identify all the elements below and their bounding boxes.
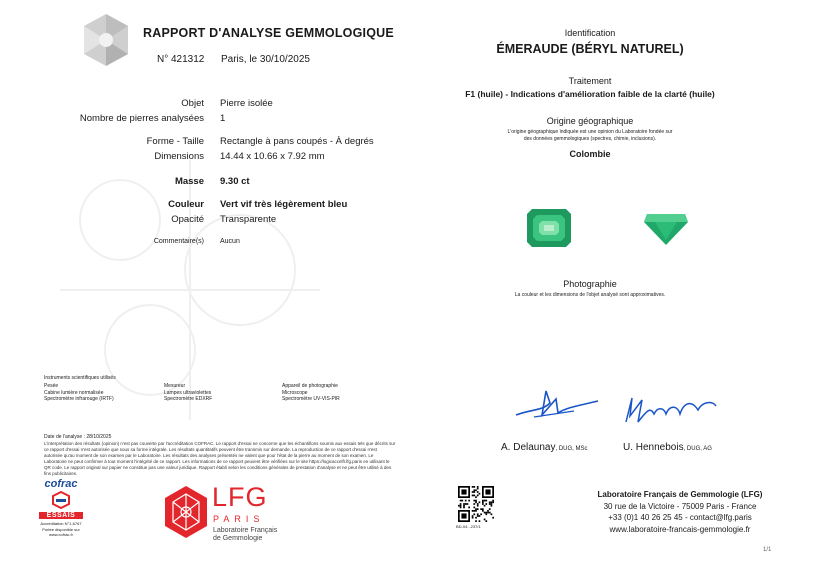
page-number: 1/1 — [763, 547, 772, 553]
qr-module — [475, 517, 477, 519]
field-label: Objet — [181, 98, 204, 109]
qr-module — [482, 508, 484, 510]
field-value: 9.30 ct — [220, 176, 250, 187]
origin-note — [440, 129, 740, 142]
qr-module — [489, 501, 491, 503]
qr-module — [482, 500, 484, 502]
qr-module — [473, 513, 475, 515]
qr-module — [477, 495, 479, 497]
qr-module — [491, 501, 493, 503]
instrument-item: Pesée — [44, 383, 59, 389]
photo-label: Photographie — [563, 279, 617, 289]
cofrac-site: www.cofrac.fr — [48, 532, 73, 538]
qr-module — [477, 503, 479, 505]
origin-label: Origine géographique — [546, 116, 634, 126]
cofrac-name: cofrac — [44, 478, 78, 490]
qr-module — [472, 510, 474, 512]
qr-module — [463, 505, 465, 507]
report-title: RAPPORT D'ANALYSE GEMMOLOGIQUE — [143, 26, 394, 40]
qr-module — [477, 488, 479, 490]
qr-module — [487, 512, 489, 514]
field-label: Forme - Taille — [146, 136, 204, 147]
qr-module — [472, 495, 474, 497]
qr-code[interactable] — [458, 486, 494, 522]
emerald-photo-top — [526, 208, 572, 248]
cofrac-portee: Portée disponible sur — [42, 526, 80, 532]
qr-module — [485, 500, 487, 502]
cofrac-emblem — [36, 490, 86, 512]
signatory-name: U. Hennebois — [623, 442, 684, 453]
field-label: Masse — [174, 176, 204, 187]
treatment-label: Traitement — [568, 76, 612, 86]
field-label: Couleur — [168, 199, 204, 210]
qr-module — [460, 505, 462, 507]
origin-note-line: L'origine géographique indiquée est une opinion du Laboratoire fondée sur — [507, 129, 673, 135]
instrument-item: Mesureur — [164, 383, 186, 389]
lfg-logo-sub2: de Gemmologie — [213, 534, 263, 542]
cofrac-logo — [36, 478, 86, 538]
analysis-date: Date de l'analyse : 28/10/2025 — [44, 434, 112, 440]
qr-module — [472, 517, 474, 519]
signatory-2 — [623, 437, 712, 455]
origin-note-line: des données gemmologiques (spectres, chimie, inclusions). — [523, 135, 657, 142]
qr-module — [491, 503, 493, 505]
lab-website[interactable]: www.laboratoire-francais-gemmologie.fr — [609, 524, 751, 534]
qr-module — [477, 486, 479, 488]
field-label: Opacité — [171, 214, 204, 225]
qr-module — [482, 503, 484, 505]
field-label: Dimensions — [154, 151, 204, 162]
qr-module — [475, 510, 477, 512]
qr-module — [477, 515, 479, 517]
field-value: Vert vif très légèrement bleu — [220, 199, 348, 210]
lab-contact[interactable]: +33 (0)1 40 26 25 45 - contact@lfg.paris — [608, 513, 752, 523]
gem-hexagon-logo — [82, 12, 130, 68]
qr-module — [463, 503, 465, 505]
qr-module — [473, 486, 475, 488]
signatory-title: , DUG, MSc — [555, 446, 588, 452]
lab-name: Laboratoire Français de Gemmologie (LFG) — [597, 490, 763, 499]
qr-module — [492, 517, 494, 519]
qr-module — [468, 500, 470, 502]
qr-module — [465, 503, 467, 505]
lfg-logo-subtitle — [213, 527, 277, 542]
qr-module — [477, 513, 479, 515]
qr-module — [460, 507, 462, 509]
lfg-logo-sub1: Laboratoire Français — [213, 527, 278, 534]
qr-module — [460, 503, 462, 505]
qr-id: BD-04...237/1 — [456, 524, 481, 529]
qr-module — [458, 505, 460, 507]
field-value: Rectangle à pans coupés - À degrés — [220, 136, 374, 147]
qr-module — [473, 503, 475, 505]
qr-module — [479, 493, 481, 495]
instrument-item: Spectromètre EDXRF — [164, 396, 213, 402]
qr-module — [484, 505, 486, 507]
qr-module — [473, 491, 475, 493]
qr-module — [492, 501, 494, 503]
signature-delaunay — [512, 385, 602, 427]
qr-module — [482, 510, 484, 512]
qr-module — [461, 500, 463, 502]
treatment-value: F1 (huile) - Indications d'amélioration faible de la clarté (huile) — [465, 89, 715, 99]
identification-value: ÉMERAUDE (BÉRYL NATUREL) — [496, 42, 684, 56]
cofrac-essais-badge: ESSAIS — [39, 512, 83, 519]
qr-module — [479, 515, 481, 517]
signatory-name: A. Delaunay — [501, 442, 556, 453]
qr-module — [472, 491, 474, 493]
qr-module — [465, 500, 467, 502]
qr-module — [485, 503, 487, 505]
instrument-item: Appareil de photographie — [282, 383, 338, 389]
lfg-logo-mark — [163, 484, 209, 540]
qr-module — [463, 507, 465, 509]
field-label: Commentaire(s) — [153, 238, 204, 245]
field-value: 14.44 x 10.66 x 7.92 mm — [220, 151, 325, 162]
instruments-col-3 — [282, 383, 392, 403]
instrument-item: Spectromètre UV-VIS-PIR — [282, 396, 340, 402]
qr-module — [491, 505, 493, 507]
qr-module — [489, 508, 491, 510]
instrument-item: Microscope — [282, 389, 308, 396]
origin-value: Colombie — [569, 149, 611, 159]
instruments-title: Instruments scientifiques utilisés — [44, 375, 116, 381]
instrument-item: Cabine lumière normalisée — [44, 389, 104, 396]
qr-module — [482, 501, 484, 503]
qr-module — [489, 503, 491, 505]
qr-module — [473, 500, 475, 502]
photo-note: La couleur et les dimensions de l'objet analysé sont approximatives. — [514, 292, 666, 298]
qr-module — [472, 515, 474, 517]
qr-module — [485, 489, 490, 494]
qr-module — [460, 500, 462, 502]
qr-module — [485, 520, 487, 522]
lfg-logo-city: PARIS — [213, 514, 265, 524]
qr-module — [473, 489, 475, 491]
disclaimer-text: L'interprétation des résultats (opinion) n'est pas couverte par l'accréditation COFRAC. Le rapport d'essai ne concerne que les échantillons soumis aux essais tels que décrits sur ce rapport d'essai n'est autorisée que sous sa forme intégrale. Les résultats quantitatifs peuvent être transmis sur demande. La reproduction de ce rapport d'essai n'est autorisée qu'au moment de son examen par le Laboratoire. Les résultats des analyses présentés ne valent que pour l'état de la pierre au moment de son examen. Le Laboratoire ne peut confirmer à tout moment l'intégrité de ce rapport. Les informations de ce rapport peuvent être vérifiées sur le site https://logicaccelfr.lfg.paris en utilisant le QR code. Le rapport original sur papier ne constitue pas une valeur juridique. Rapport établi selon les conditions générales de prestation d'analyse et ne peut être utilisé à des fins publicitaires. — [44, 441, 396, 477]
qr-module — [472, 486, 474, 488]
lfg-logo-name: LFG — [212, 482, 268, 512]
instruments-col-2 — [164, 383, 274, 403]
instrument-item: Spectromètre infrarouge (IRTF) — [44, 396, 114, 402]
qr-module — [484, 512, 486, 514]
signature-hennebois — [620, 392, 720, 430]
lab-address: 30 rue de la Victoire - 75009 Paris - France — [603, 501, 757, 511]
emerald-photo-side — [643, 212, 689, 246]
field-value: 1 — [220, 113, 226, 124]
lab-address-block — [540, 489, 820, 535]
signatory-1 — [501, 437, 588, 455]
qr-module — [479, 501, 481, 503]
instrument-item: Lampes ultraviolettes — [164, 389, 212, 396]
field-value: Pierre isolée — [220, 98, 273, 109]
cofrac-accreditation: Accréditation N°1-6767 — [40, 521, 82, 526]
qr-module — [475, 508, 477, 510]
qr-module — [475, 496, 477, 498]
qr-module — [484, 500, 486, 502]
qr-module — [479, 520, 481, 522]
qr-module — [468, 507, 470, 509]
qr-module — [467, 503, 469, 505]
qr-module — [487, 510, 489, 512]
field-label: Nombre de pierres analysées — [79, 113, 204, 124]
field-value: Transparente — [220, 214, 277, 225]
qr-module — [477, 491, 479, 493]
report-place-date: Paris, le 30/10/2025 — [221, 54, 310, 65]
qr-module — [475, 501, 477, 503]
qr-module — [491, 513, 493, 515]
qr-module — [477, 508, 479, 510]
qr-module — [473, 507, 475, 509]
identification-label: Identification — [564, 28, 616, 38]
qr-module — [473, 495, 475, 497]
instruments-col-1 — [44, 383, 154, 403]
signatory-title: , DUG, AG — [683, 446, 712, 452]
qr-module — [477, 505, 479, 507]
qr-module — [480, 513, 482, 515]
report-number: N° 421312 — [157, 54, 205, 65]
qr-module — [484, 519, 486, 521]
qr-module — [485, 512, 487, 514]
qr-module — [485, 513, 487, 515]
qr-module — [475, 489, 477, 491]
qr-module — [489, 512, 491, 514]
qr-module — [461, 513, 466, 518]
qr-module — [475, 500, 477, 502]
qr-module — [492, 500, 494, 502]
qr-module — [473, 510, 475, 512]
qr-module — [475, 520, 477, 522]
field-value: Aucun — [220, 238, 240, 245]
qr-module — [461, 489, 466, 494]
qr-module — [480, 508, 482, 510]
